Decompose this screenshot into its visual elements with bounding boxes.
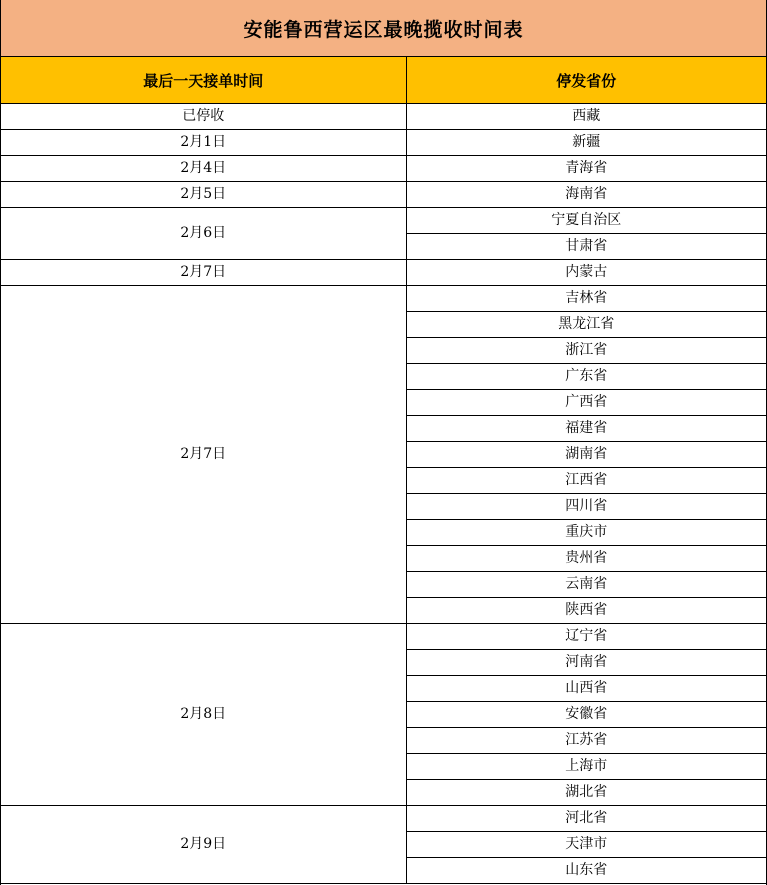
last-day-cell: 2月7日 <box>1 286 406 624</box>
province-cell: 黑龙江省 <box>406 312 766 338</box>
header-last-day: 最后一天接单时间 <box>1 57 406 104</box>
province-cell: 四川省 <box>406 494 766 520</box>
province-cell: 湖南省 <box>406 442 766 468</box>
province-cell: 海南省 <box>406 182 766 208</box>
province-cell: 江苏省 <box>406 728 766 754</box>
province-cell: 甘肃省 <box>406 234 766 260</box>
last-day-cell: 2月4日 <box>1 156 406 182</box>
province-cell: 福建省 <box>406 416 766 442</box>
table-row <box>1 130 766 156</box>
province-cell: 内蒙古 <box>406 260 766 286</box>
province-cell: 浙江省 <box>406 338 766 364</box>
province-cell: 河南省 <box>406 650 766 676</box>
table-row <box>1 624 766 650</box>
last-day-cell: 2月5日 <box>1 182 406 208</box>
province-cell: 天津市 <box>406 832 766 858</box>
province-cell: 河北省 <box>406 806 766 832</box>
province-cell: 西藏 <box>406 104 766 130</box>
last-day-cell: 2月1日 <box>1 130 406 156</box>
province-cell: 江西省 <box>406 468 766 494</box>
province-cell: 湖北省 <box>406 780 766 806</box>
header-row <box>1 57 766 104</box>
schedule-table <box>1 57 766 884</box>
table-row <box>1 182 766 208</box>
province-cell: 云南省 <box>406 572 766 598</box>
table-row <box>1 156 766 182</box>
last-day-cell: 2月6日 <box>1 208 406 260</box>
province-cell: 贵州省 <box>406 546 766 572</box>
table-row <box>1 260 766 286</box>
last-day-cell: 2月9日 <box>1 806 406 884</box>
province-cell: 上海市 <box>406 754 766 780</box>
header-provinces: 停发省份 <box>406 57 766 104</box>
table-row <box>1 286 766 312</box>
last-day-cell: 已停收 <box>1 104 406 130</box>
province-cell: 重庆市 <box>406 520 766 546</box>
table-row <box>1 104 766 130</box>
province-cell: 广西省 <box>406 390 766 416</box>
province-cell: 青海省 <box>406 156 766 182</box>
province-cell: 吉林省 <box>406 286 766 312</box>
table-row <box>1 208 766 234</box>
province-cell: 山东省 <box>406 858 766 884</box>
province-cell: 辽宁省 <box>406 624 766 650</box>
province-cell: 广东省 <box>406 364 766 390</box>
sheet-title: 安能鲁西营运区最晚揽收时间表 <box>1 0 766 57</box>
province-cell: 山西省 <box>406 676 766 702</box>
last-day-cell: 2月7日 <box>1 260 406 286</box>
table-row <box>1 806 766 832</box>
province-cell: 安徽省 <box>406 702 766 728</box>
last-day-cell: 2月8日 <box>1 624 406 806</box>
province-cell: 陕西省 <box>406 598 766 624</box>
table-body <box>1 104 766 884</box>
province-cell: 新疆 <box>406 130 766 156</box>
province-cell: 宁夏自治区 <box>406 208 766 234</box>
